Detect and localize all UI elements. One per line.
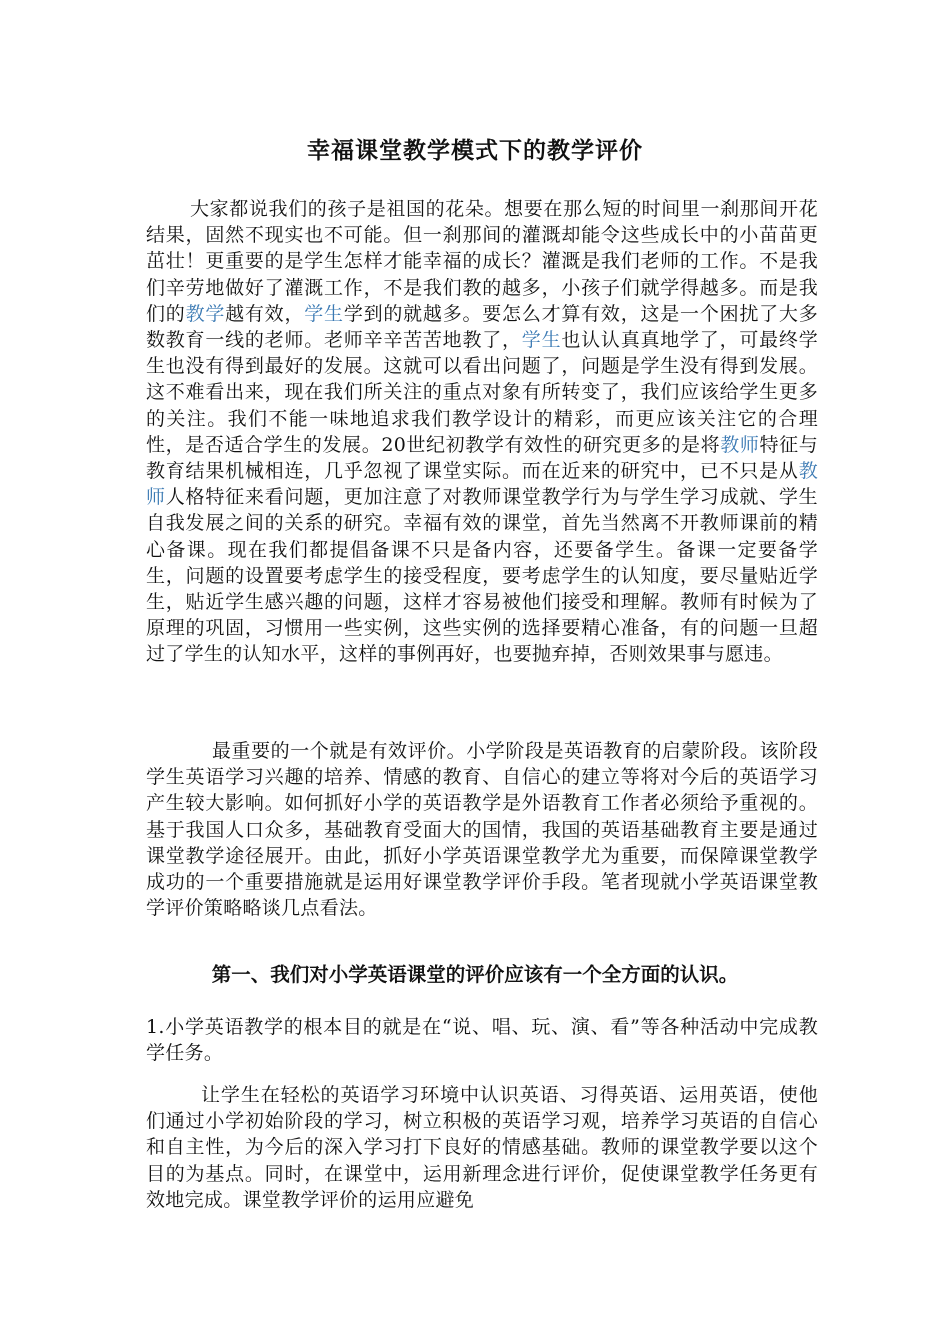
keyword-link-teacher[interactable]: 教师 xyxy=(146,460,818,509)
text-run: 学到的就越多。要怎么才算有效，这是一个困扰了大多数教育一线的老师。老师辛辛苦苦地教了， xyxy=(146,302,819,352)
document-title: 幸福课堂教学模式下的教学评价 xyxy=(307,137,643,164)
keyword-link-student[interactable]: 学生 xyxy=(521,329,562,352)
keyword-link-student[interactable]: 学生 xyxy=(304,302,344,325)
text-run: 大家都说我们的孩子是祖国的花朵。想要在那么短的时间里一刹那间开花结果，固然不现实也不可能。但一刹那间的灌溉却能令这些成长中的小苗苗更茁壮！更重要的是学生怎样才能幸福的成长？灌溉是我们老师的工作。不是我们辛劳地做好了灌溉工作，不是我们教的越多，小孩子们就学得越多。而是我们的 xyxy=(146,198,818,325)
paragraph-2: 最重要的一个就是有效评价。小学阶段是英语教育的启蒙阶段。该阶段学生英语学习兴趣的培养、情感的教育、自信心的建立等将对今后的英语学习产生较大影响。如何抓好小学的英语教学是外语教育工作者必须给予重视的。基于我国人口众多，基础教育受面大的国情，我国的英语基础教育主要是通过课堂教学途径展开。由此，抓好小学英语课堂教学尤为重要，而保障课堂教学成功的一个重要措施就是运用好课堂教学评价手段。笔者现就小学英语课堂教学评价策略略谈几点看法。 xyxy=(146,740,818,920)
text-run: 也认认真真地学了，可最终学生也没有得到最好的发展。这就可以看出问题了，问题是学生没有得到发展。这不难看出来，现在我们所关注的重点对象有所转变了，我们应该给学生更多的关注。我们不能一味地追求我们教学设计的精彩，而更应该关注它的合理性，是否适合学生的发展。20世纪初教学有效性的研究更多的是将 xyxy=(146,329,818,456)
list-item-1: 1.小学英语教学的根本目的就是在“说、唱、玩、演、看”等各种活动中完成教学任务。 xyxy=(146,1016,818,1065)
paragraph-3: 让学生在轻松的英语学习环境中认识英语、习得英语、运用英语，使他们通过小学初始阶段的学习，树立积极的英语学习观，培养学习英语的自信心和自主性，为今后的深入学习打下良好的情感基础。教师的课堂教学要以这个目的为基点。同时，在课堂中，运用新理念进行评价，促使课堂教学任务更有效地完成。课堂教学评价的运用应避免 xyxy=(146,1084,818,1211)
text-run: 越有效， xyxy=(225,302,305,325)
text-run: 人格特征来看问题，更加注意了对教师课堂教学行为与学生学习成就、学生自我发展之间的关系的研究。幸福有效的课堂，首先当然离不开教师课前的精心备课。现在我们都提倡备课不只是备内容，还要备学生。备课一定要备学生，问题的设置要考虑学生的接受程度，要考虑学生的认知度，要尽量贴近学生，贴近学生感兴趣的问题，这样才容易被他们接受和理解。教师有时候为了原理的巩固，习惯用一些实例，这些实例的选择要精心准备，有的问题一旦超过了学生的认知水平，这样的事例再好，也要抛弃掉，否则效果事与愿违。 xyxy=(146,486,818,666)
keyword-link-teacher[interactable]: 教师 xyxy=(720,433,760,456)
keyword-link-teaching[interactable]: 教学 xyxy=(185,302,226,325)
text-run: 特征与教育结果机械相连，几乎忽视了课堂实际。而在近来的研究中，已不只是从 xyxy=(146,433,818,483)
section-heading: 第一、我们对小学英语课堂的评价应该有一个全方面的认识。 xyxy=(211,963,739,986)
paragraph-1 xyxy=(146,196,818,668)
